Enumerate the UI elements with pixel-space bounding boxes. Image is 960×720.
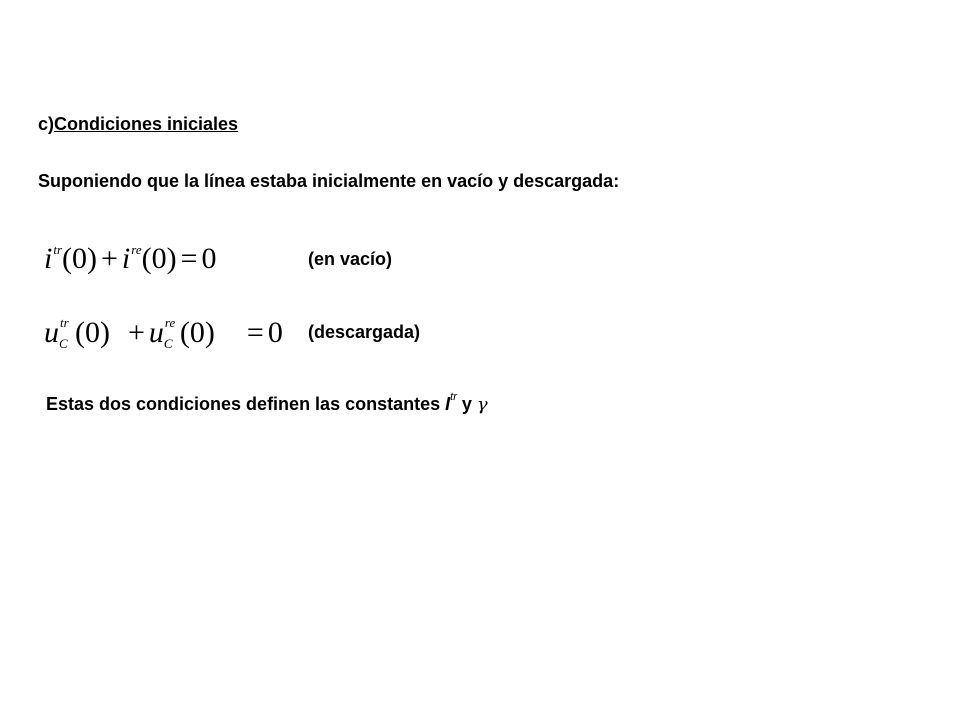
conclusion-joiner: y [456,394,477,414]
eq1-arg2: (0) [141,242,177,275]
eq2-scripts1 [59,315,75,351]
eq2-sub2: C [163,336,173,351]
eq1-arg1: (0) [62,242,97,275]
eq1-sup2: re [131,242,142,257]
eq2-arg2: (0) [179,316,215,349]
constant-symbol-sup: tr [450,391,457,403]
note-descargada: (descargada) [308,322,421,342]
eq1-rhs: 0 [201,242,217,275]
eq2-var1: u [44,316,59,349]
equation-voltage [44,315,283,351]
eq2-rhs: 0 [267,316,283,349]
note-en-vacio: (en vacío) [308,249,393,269]
eq2-var2: u [148,316,164,349]
eq2-scripts2 [163,315,180,351]
eq1-equals: = [180,242,198,275]
heading-prefix: c) [38,114,55,134]
eq2-sup1: tr [60,315,69,330]
eq1-sup1: tr [53,242,63,257]
eq2-equals: = [246,316,264,349]
eq2-sub1: C [59,336,68,351]
constant-symbol: I [445,394,451,414]
eq1-var1: i [44,242,53,275]
eq1-op: + [101,242,118,275]
section-heading [38,115,238,133]
intro-text: Suponiendo que la línea estaba inicialmente en vacío y descargada: [38,171,620,191]
conclusion-text [46,391,488,415]
eq1-var2: i [121,242,131,275]
gamma-symbol: γ [476,394,488,415]
eq2-arg1: (0) [75,316,110,349]
eq2-sup2: re [164,315,176,330]
equation-current [44,244,217,274]
conclusion-body: Estas dos condiciones definen las constantes [46,394,446,414]
heading-title: Condiciones iniciales [54,114,239,134]
eq2-op: + [127,316,145,349]
